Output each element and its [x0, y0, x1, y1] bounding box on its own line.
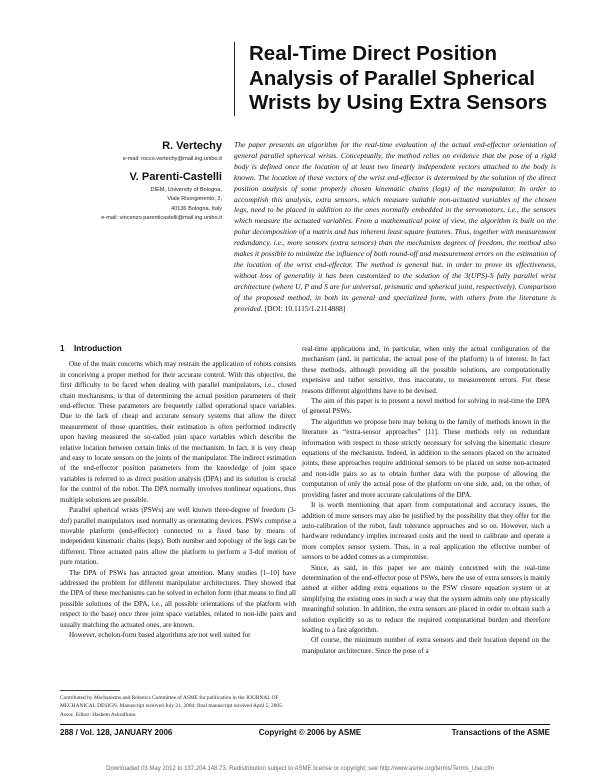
paragraph: One of the main concerns which may restrain the application of robots consists in conceiving a proper method for their accurate control. With this objective, the first difficulty to be faced when dealing with parallel manipulators, i.e., closed chain mechanisms, is that of determining the actual position parameters of their end-effector. These parameters are frequently called operational space variables. Due to the lack of cheap and accurate sensory systems that allow the direct measurement of those quantities, their estimation is often performed indirectly upon having measured the so-called joint space variables which describe the relative location between certain links of the mechanism. In fact, it is very cheap and easy to locate sensors on the joints of the manipulator. The indirect estimation of the end-effector position parameters from the knowledge of joint space variables is referred to as direct position analysis (DPA) and its solution is crucial for the control of the robot. The DPA normally involves nonlinear equations, thus multiple solutions are possible.: [60, 360, 296, 504]
paper-title-line-3: Wrists by Using Extra Sensors: [249, 91, 548, 114]
paper-title-line-2: Analysis of Parallel Spherical: [249, 66, 535, 90]
author-affiliation-line-3: 40136 Bologna, Italy: [170, 205, 222, 212]
doi-link[interactable]: [DOI: 10.1115/1.2114888]: [264, 303, 346, 313]
paper-title-line-1: Real-Time Direct Position: [249, 42, 497, 65]
abstract-text: The paper presents an algorithm for the real-time evaluation of the actual end-effector orientation of general parallel spherical wrists. Conceptually, the method relies on evidence that the pose of a rigid body is defined once the location of at least two linearly independent vectors attached to the body is known. The location of these vectors of the wrist end-effector is determined by the solution of the direct position analysis of some properly chosen kinematic chains (legs) of the manipulator. In order to accomplish this analysis, extra sensors, which measure suitable non-actuated variables of the chosen legs, need to be placed in addition to the ones normally embedded in the servomotors, i.e., the sensors which measure the actuated variables. From a mathematical point of view, the algorithm is built on the polar decomposition of a matrix and has inherent least square features. Thus, together with measurement redundancy, i.e., more sensors (extra sensors) than the mechanism degrees of freedom, the method also makes it possible to minimize the influence of both round-off and measurement errors on the estimation of the location of the wrist end-effector. The method is general but, in order to prove its effectiveness, without loss of generality it has been customized to the solution of the 3(UPS)-S fully parallel wrist architecture (where U, P and S are for universal, prismatic and spherical joint, respectively). Comparison of the proposed method, in both its general and specialized form, with others from the literature is provided.: [234, 140, 556, 313]
author-affiliation-line-1: DIEM, University of Bologna,: [150, 186, 222, 193]
author-block: [60, 140, 222, 224]
abstract: [234, 140, 556, 315]
paragraph: The algorithm we propose here may belong to the family of methods known in the literature as “extra-sensor approaches” [11]. These methods rely on redundant information with respect to those strictly necessary for solving the kinematic closure equations of the mechanism. Indeed, in addition to the sensors placed on the actuated joints, these approaches require additional sensors to be placed on some non-actuated and non-idle pairs so as to obtain further data with the purpose of allowing the computation of only the actual pose of the platform on one side, and, on the other, of providing faster and more accurate calculations of the DPA.: [302, 417, 550, 499]
footer-divider: [60, 724, 550, 725]
footer-journal: Transactions of the ASME: [451, 728, 550, 737]
author-affiliation-line-2: Viale Risorgimento, 2,: [167, 196, 222, 203]
section-number: 1: [60, 344, 65, 353]
author-name-1: R. Vertechy: [162, 140, 222, 152]
body-column-left: [60, 344, 296, 640]
author-name-2: V. Parenti-Castelli: [129, 170, 222, 183]
author-email-1: e-mail: rocco.vertechy@mail.ing.unibo.it: [122, 156, 222, 162]
paragraph: real-time applications and, in particular, when only the actual configuration of the mechanism (and, in particular, the actual pose of the platform) is of interest. In fact these methods, although providing all the possible solutions, are computationally expensive and rather sensitive, thus inaccurate, to measurement errors. For these reasons different algorithms have to be devised.: [302, 345, 550, 395]
footnote: Contributed by Mechanisms and Robotics Committee of ASME for publication in the JOURNAL OF MECHANICAL DESIGN. Manuscript received July 21, 2004; final manuscript received April 5, 2005. Assoc. Editor: Hashem Ashrafiuon.: [60, 695, 284, 718]
footer-copyright: Copyright © 2006 by ASME: [258, 728, 362, 737]
footer-page-info: 288 / Vol. 128, JANUARY 2006: [60, 728, 173, 737]
paragraph: Of course, the minimum number of extra sensors and their location depend on the manipulator architecture. Since the pose of a: [302, 636, 550, 655]
footnote-divider: [60, 690, 120, 691]
paragraph: The DPA of PSWs has attracted great attention. Many studies [1–10] have addressed the problem for different manipulator architectures. They showed that the DPA of these mechanisms can be solved in echelon form (that means to find all possible solutions of the DPA, i.e., all possible orientations of the platform with respect to the base) once three joint space variables, related to non-idle pairs and usually matching the actuated ones, are known.: [60, 568, 296, 629]
paragraph: The aim of this paper is to present a novel method for solving in real-time the DPA of general PSWs.: [302, 397, 550, 416]
download-notice: Downloaded 03 May 2012 to 137.204.148.73. Redistribution subject to ASME license or copyright; see http://www.asme.org/terms/Terms_Use.cfm: [106, 766, 494, 772]
paragraph: However, echelon-form based algorithms are not well suited for: [69, 630, 251, 639]
paragraph: Since, as said, in this paper we are mainly concerned with the real-time determination of the end-effector pose of PSWs, here the use of extra sensors is mainly aimed at either adding extra equations to the PSW closure equation system or at simplifying the existing ones in such a way that the system admits only one physically meaningful solution. In addition, the extra sensors are placed in order to obtain such a solution explicitly so as to reduce the required computational burden and therefore leading to a fast algorithm.: [302, 563, 550, 634]
paragraph: It is worth mentioning that apart from computational and accuracy issues, the addition of more sensors may also be justified by the possibility that they offer for the auto-calibration of the robot, fault tolerance approaches and so on. However, such a hardware redundancy implies increased costs and the need to calibrate and operate a more complex sensor system. Thus, in a real application the effective number of sensors to be added comes as a compromise.: [302, 501, 550, 562]
section-heading: [60, 344, 296, 354]
paragraph: Parallel spherical wrists (PSWs) are well known three-degree of freedom (3-dof) parallel manipulators used normally as orientating devices. PSWs comprise a movable platform (end-effector) connected to a fixed base by means of independent kinematic chains (legs). Both number and topology of the legs can be different. Three actuated pairs allow the platform to perform a 3-dof motion of pure rotation.: [60, 506, 296, 567]
section-title: Introduction: [74, 344, 122, 353]
author-email-2: e-mail: vincenzo.parenticastelli@mail.ing.unibo.it: [101, 215, 222, 222]
body-column-right: [302, 344, 550, 656]
title-block: [234, 42, 569, 116]
